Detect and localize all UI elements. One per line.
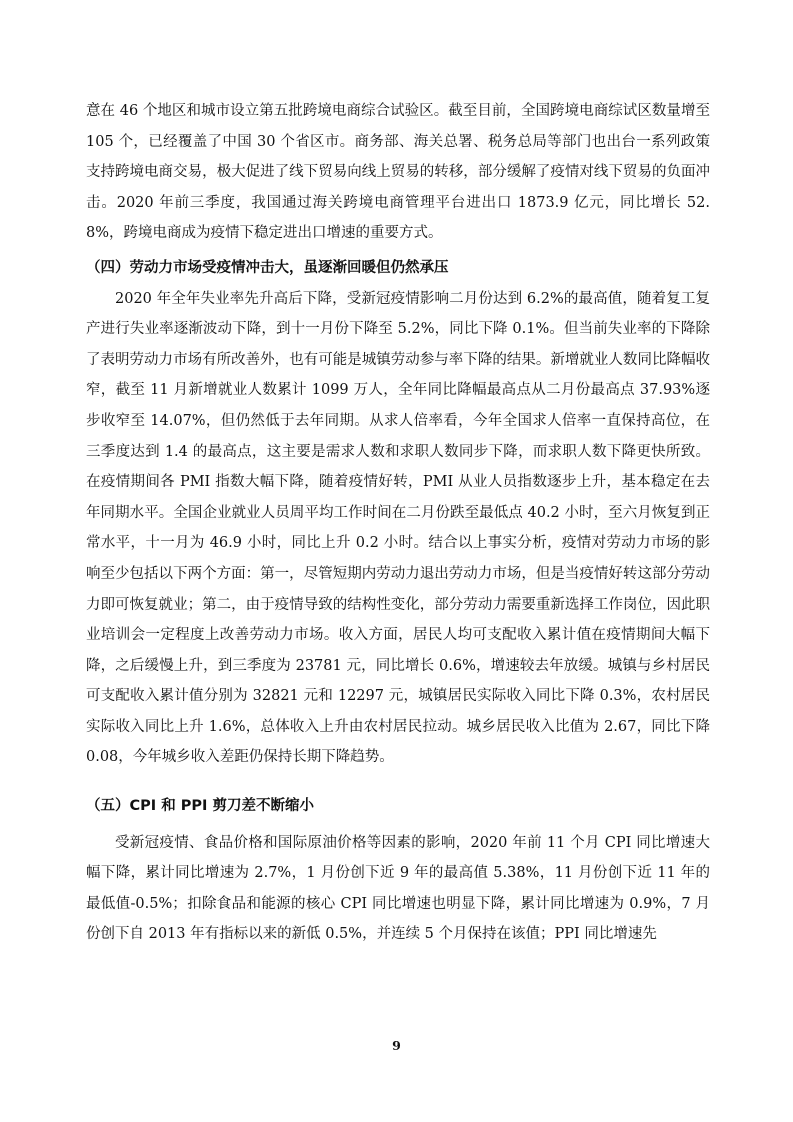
page-number: 9	[392, 1038, 401, 1053]
body-paragraph-labor-market: 2020 年全年失业率先升高后下降，受新冠疫情影响二月份达到 6.2%的最高值，随着复工复产进行失业率逐渐波动下降，到十一月份下降至 5.2%，同比下降 0.1%。但当前失业率的下降除了表明劳动力市场有所改善外，也有可能是城镇劳动参与率下降的结果。新增就业人数同比降幅收窄，截至 11 月新增就业人数累计 1099 万人，全年同比降幅最高点从二月份最高点 37.93%逐步收窄至 14.07%，但仍然低于去年同期。从求人倍率看，今年全国求人倍率一直保持高位，在三季度达到 1.4 的最高点，这主要是需求人数和求职人数同步下降，而求职人数下降更快所致。在疫情期间各 PMI 指数大幅下降，随着疫情好转，PMI 从业人员指数逐步上升，基本稳定在去年同期水平。全国企业就业人员周平均工作时间在二月份跌至最低点 40.2 小时，至六月恢复到正常水平，十一月为 46.9 小时，同比上升 0.2 小时。结合以上事实分析，疫情对劳动力市场的影响至少包括以下两个方面：第一，尽管短期内劳动力退出劳动力市场，但是当疫情好转这部分劳动力即可恢复就业；第二，由于疫情导致的结构性变化，部分劳动力需要重新选择工作岗位，因此职业培训会一定程度上改善劳动力市场。收入方面，居民人均可支配收入累计值在疫情期间大幅下降，之后缓慢上升，到三季度为 23781 元，同比增长 0.6%，增速较去年放缓。城镇与乡村居民可支配收入累计值分别为 32821 元和 12297 元，城镇居民实际收入同比下降 0.3%，农村居民实际收入同比上升 1.6%，总体收入上升由农村居民拉动。城乡居民收入比值为 2.67，同比下降 0.08，今年城乡收入差距仍保持长期下降趋势。	[86, 290, 710, 766]
body-paragraph-ecommerce: 意在 46 个地区和城市设立第五批跨境电商综合试验区。截至目前，全国跨境电商综试区数量增至 105 个，已经覆盖了中国 30 个省区市。商务部、海关总署、税务总局等部门也出台一系列政策支持跨境电商交易，极大促进了线下贸易向线上贸易的转移，部分缓解了疫情对线下贸易的负面冲击。2020 年前三季度，我国通过海关跨境电商管理平台进出口 1873.9 亿元，同比增长 52.8%，跨境电商成为疫情下稳定进出口增速的重要方式。	[86, 103, 710, 242]
page-body	[86, 96, 710, 950]
section-heading-labor-market: （四）劳动力市场受疫情冲击大，虽逐渐回暖但仍然承压	[86, 259, 449, 276]
section-heading-cpi-ppi: （五）CPI 和 PPI 剪刀差不断缩小	[86, 798, 314, 815]
body-paragraph-cpi-ppi: 受新冠疫情、食品价格和国际原油价格等因素的影响，2020 年前 11 个月 CPI 同比增速大幅下降，累计同比增速为 2.7%，1 月份创下近 9 年的最高值 5.38%，11 月份创下近 11 年的最低值-0.5%；扣除食品和能源的核心 CPI 同比增速也明显下降，累计同比增速为 0.9%，7 月份创下自 2013 年有指标以来的新低 0.5%，并连续 5 个月保持在该值；PPI 同比增速先	[86, 834, 710, 943]
